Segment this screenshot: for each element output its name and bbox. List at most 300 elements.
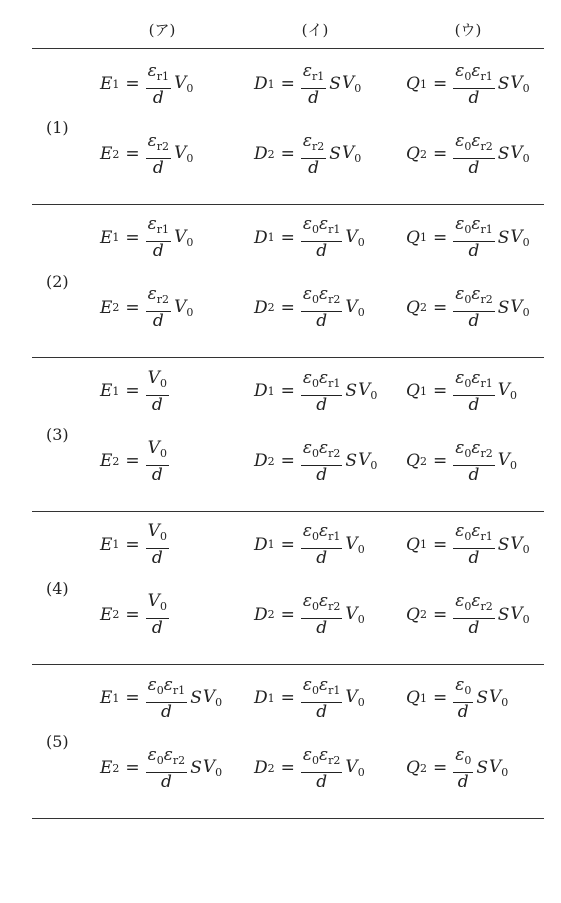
fraction-numerator — [301, 591, 343, 619]
numerator-symbol — [455, 284, 471, 310]
trailing-symbol — [476, 758, 488, 778]
numerator-symbol-subscript: 0 — [312, 376, 320, 390]
trailing-symbol-base: V — [510, 226, 523, 247]
numerator-symbol — [303, 591, 319, 617]
numerator-symbol-subscript: r1 — [480, 223, 493, 236]
fraction-numerator — [301, 214, 343, 242]
fraction — [301, 521, 343, 568]
numerator-symbol — [148, 521, 167, 547]
formula-cell — [254, 216, 365, 260]
formula-lhs-subscript: 2 — [267, 761, 275, 775]
numerator-symbol-subscript: r2 — [328, 753, 341, 767]
formula-lhs-subscript: 1 — [419, 77, 427, 91]
trailing-symbol-subscript: 0 — [186, 305, 194, 319]
equals-sign: = — [125, 758, 140, 778]
formula-cell — [406, 746, 508, 790]
equals-sign: = — [125, 144, 140, 164]
trailing-symbol — [510, 604, 529, 626]
numerator-symbol-base: ε — [455, 674, 465, 695]
fraction-denominator: d — [151, 618, 163, 638]
fraction-numerator — [301, 131, 326, 159]
trailing-symbol — [342, 73, 361, 95]
numerator-symbol-subscript: r2 — [312, 139, 325, 153]
numerator-symbol — [471, 61, 492, 87]
trailing-symbol — [498, 605, 510, 625]
formula-lhs: D — [254, 451, 268, 471]
formula-lhs: Q — [406, 758, 420, 778]
trailing-symbol — [498, 298, 510, 318]
numerator-symbol — [148, 591, 167, 617]
trailing-symbol — [510, 534, 529, 556]
fraction-denominator: d — [468, 464, 480, 485]
numerator-symbol — [148, 131, 169, 157]
fraction-denominator: d — [316, 464, 328, 485]
numerator-symbol-subscript: r1 — [328, 683, 341, 697]
trailing-symbol — [174, 73, 193, 95]
formula-lhs-subscript: 1 — [267, 77, 275, 91]
numerator-symbol-base: ε — [455, 367, 465, 388]
trailing-symbol — [510, 227, 529, 249]
trailing-symbol-subscript: 0 — [522, 305, 530, 319]
fraction — [301, 131, 326, 178]
formula-lhs-subscript: 1 — [419, 384, 427, 398]
numerator-symbol-subscript: 0 — [464, 376, 472, 390]
row-rule — [32, 204, 544, 205]
numerator-symbol-subscript: r2 — [328, 446, 341, 460]
fraction-denominator: d — [316, 701, 328, 722]
fraction — [301, 214, 343, 261]
formula-lhs-subscript: 1 — [112, 77, 120, 91]
fraction-numerator — [146, 675, 188, 703]
fraction — [301, 61, 326, 108]
numerator-symbol-base: ε — [319, 744, 329, 765]
numerator-symbol-subscript: r1 — [172, 683, 186, 697]
numerator-symbol-base: ε — [455, 437, 465, 458]
formula-cell — [254, 439, 377, 483]
trailing-symbol-subscript: 0 — [186, 235, 194, 249]
trailing-symbol-base: S — [345, 381, 358, 401]
fraction-denominator: d — [151, 464, 163, 485]
trailing-symbol-base: V — [358, 450, 371, 470]
trailing-symbol — [345, 451, 357, 471]
numerator-symbol — [303, 214, 319, 240]
formula-lhs-subscript: 1 — [267, 384, 275, 398]
trailing-symbol-subscript: 0 — [522, 542, 530, 556]
fraction-numerator — [453, 61, 495, 89]
trailing-symbol — [498, 535, 510, 555]
fraction-denominator: d — [468, 311, 480, 331]
formula-cell — [406, 62, 530, 106]
column-header-i: (イ) — [301, 21, 329, 39]
trailing-symbol-subscript: 0 — [522, 235, 530, 249]
numerator-symbol — [303, 745, 319, 771]
trailing-symbol-subscript: 0 — [370, 459, 378, 472]
formula-lhs-subscript: 1 — [267, 231, 275, 244]
fraction-numerator — [301, 675, 343, 703]
numerator-symbol-subscript: 0 — [312, 293, 320, 306]
fraction-numerator — [453, 521, 495, 549]
fraction-numerator — [146, 131, 171, 159]
trailing-symbol-base: S — [476, 758, 488, 778]
formula-lhs-subscript: 1 — [267, 538, 275, 551]
numerator-symbol — [319, 675, 340, 701]
numerator-symbol-base: ε — [319, 521, 329, 541]
numerator-symbol-base: ε — [455, 60, 465, 81]
numerator-symbol — [303, 284, 319, 310]
trailing-symbol — [498, 228, 510, 248]
formula-lhs-subscript: 1 — [419, 538, 427, 551]
formula-lhs: D — [254, 227, 268, 248]
numerator-symbol — [148, 214, 169, 240]
formula-cell — [254, 132, 361, 176]
numerator-symbol — [455, 591, 471, 617]
formula-cell — [100, 216, 193, 260]
numerator-symbol-subscript: r1 — [156, 69, 170, 83]
numerator-symbol-subscript: r2 — [156, 293, 170, 306]
equals-sign: = — [432, 534, 448, 555]
trailing-symbol-base: V — [174, 143, 187, 163]
equals-sign: = — [125, 74, 140, 94]
fraction-numerator — [146, 214, 171, 242]
formula-cell — [406, 439, 517, 483]
formula-cell — [406, 132, 530, 176]
formula-lhs: Q — [406, 451, 420, 471]
equals-sign: = — [280, 534, 295, 555]
equals-sign: = — [432, 758, 448, 778]
formula-cell — [100, 62, 193, 106]
equals-sign: = — [432, 74, 448, 94]
trailing-symbol — [345, 534, 364, 556]
numerator-symbol-base: ε — [147, 284, 157, 304]
numerator-symbol-subscript: 0 — [159, 600, 167, 613]
trailing-symbol — [345, 381, 357, 401]
numerator-symbol — [455, 521, 471, 547]
equals-sign: = — [280, 144, 295, 164]
numerator-symbol — [319, 438, 340, 464]
numerator-symbol-base: ε — [471, 284, 481, 304]
trailing-symbol-base: V — [341, 143, 355, 163]
formula-lhs-subscript: 2 — [419, 147, 427, 161]
numerator-symbol — [303, 61, 324, 87]
trailing-symbol-base: V — [202, 687, 216, 707]
formula-lhs: Q — [406, 297, 420, 318]
trailing-symbol-base: V — [174, 226, 187, 247]
numerator-symbol-subscript: 0 — [312, 683, 320, 697]
fraction-numerator — [301, 61, 326, 89]
fraction-denominator: d — [160, 701, 172, 722]
numerator-symbol — [471, 284, 492, 310]
trailing-symbol-subscript: 0 — [509, 389, 517, 402]
numerator-symbol — [148, 368, 167, 394]
trailing-symbol-base: S — [329, 74, 341, 94]
numerator-symbol — [164, 745, 185, 771]
equals-sign: = — [432, 144, 448, 164]
trailing-symbol — [476, 688, 488, 708]
numerator-symbol-base: ε — [302, 130, 313, 151]
formula-cell — [100, 523, 171, 567]
equals-sign: = — [280, 758, 295, 778]
formula-lhs: Q — [406, 688, 420, 708]
numerator-symbol-subscript: 0 — [156, 683, 164, 697]
trailing-symbol-base: V — [345, 533, 358, 554]
numerator-symbol-base: ε — [147, 214, 157, 234]
trailing-symbol-base: V — [345, 687, 358, 707]
numerator-symbol-base: V — [147, 591, 160, 611]
formula-lhs-subscript: 2 — [419, 301, 427, 314]
formula-cell — [406, 676, 508, 720]
fraction-numerator — [453, 591, 495, 619]
formula-cell — [406, 523, 530, 567]
formula-cell — [100, 369, 171, 413]
fraction-denominator: d — [316, 311, 328, 331]
trailing-symbol-base: V — [488, 757, 502, 777]
trailing-symbol-subscript: 0 — [215, 766, 223, 779]
trailing-symbol-subscript: 0 — [522, 152, 530, 165]
trailing-symbol-base: S — [329, 144, 341, 164]
numerator-symbol — [471, 368, 492, 394]
trailing-symbol-base: S — [497, 534, 510, 555]
formula-lhs: D — [254, 758, 268, 778]
fraction — [146, 284, 171, 331]
formula-lhs-subscript: 2 — [112, 454, 120, 468]
numerator-symbol-base: ε — [471, 591, 481, 611]
numerator-symbol-base: ε — [471, 60, 481, 81]
trailing-symbol-subscript: 0 — [354, 152, 362, 165]
formula-cell — [406, 593, 530, 637]
equals-sign: = — [432, 381, 448, 401]
formula-lhs-subscript: 2 — [112, 761, 120, 775]
trailing-symbol — [190, 688, 202, 708]
formula-lhs: E — [100, 604, 113, 625]
equals-sign: = — [432, 451, 448, 471]
numerator-symbol-subscript: r2 — [328, 600, 341, 613]
numerator-symbol-subscript: r2 — [480, 293, 493, 306]
trailing-symbol-subscript: 0 — [522, 612, 530, 626]
numerator-symbol — [303, 131, 324, 157]
row-rule — [32, 664, 544, 665]
numerator-symbol-base: ε — [319, 367, 329, 388]
fraction-denominator: d — [316, 618, 328, 638]
equals-sign: = — [125, 381, 140, 401]
numerator-symbol-base: ε — [302, 214, 313, 234]
trailing-symbol-base: S — [190, 688, 202, 708]
formula-lhs: Q — [406, 604, 420, 625]
equals-sign: = — [432, 297, 448, 318]
trailing-symbol — [358, 380, 377, 402]
trailing-symbol-subscript: 0 — [501, 766, 509, 779]
numerator-symbol-base: ε — [163, 744, 173, 765]
numerator-symbol-subscript: 0 — [312, 600, 320, 613]
fraction — [453, 61, 495, 108]
formula-lhs: Q — [406, 227, 420, 248]
numerator-symbol-base: ε — [302, 521, 313, 541]
numerator-symbol-base: ε — [319, 214, 329, 234]
numerator-symbol-subscript: 0 — [464, 753, 472, 767]
numerator-symbol — [471, 521, 492, 547]
trailing-symbol — [174, 227, 193, 249]
numerator-symbol-base: ε — [302, 437, 313, 458]
formula-lhs: E — [100, 297, 113, 318]
trailing-symbol — [342, 143, 361, 165]
trailing-symbol-subscript: 0 — [357, 696, 365, 709]
equals-sign: = — [280, 688, 295, 708]
fraction-numerator — [453, 675, 473, 703]
numerator-symbol — [455, 61, 471, 87]
numerator-symbol-base: ε — [147, 60, 157, 81]
numerator-symbol — [148, 61, 169, 87]
equals-sign: = — [125, 604, 140, 625]
trailing-symbol-base: S — [497, 604, 510, 625]
fraction — [301, 284, 343, 331]
numerator-symbol-base: ε — [455, 744, 465, 765]
formula-cell — [100, 286, 193, 330]
numerator-symbol — [319, 368, 340, 394]
choice-label: (1) — [46, 118, 69, 137]
formula-lhs: E — [100, 227, 113, 248]
numerator-symbol — [319, 591, 340, 617]
trailing-symbol-base: S — [497, 297, 510, 318]
trailing-symbol-base: S — [497, 74, 510, 94]
numerator-symbol — [319, 521, 340, 547]
numerator-symbol — [303, 521, 319, 547]
formula-lhs-subscript: 2 — [112, 608, 120, 621]
equals-sign: = — [432, 688, 448, 708]
fraction-denominator: d — [457, 701, 469, 722]
numerator-symbol — [303, 438, 319, 464]
trailing-symbol-subscript: 0 — [215, 696, 223, 709]
formula-lhs-subscript: 2 — [267, 608, 275, 621]
formula-lhs-subscript: 2 — [419, 454, 427, 468]
numerator-symbol-subscript: 0 — [159, 530, 167, 543]
trailing-symbol — [345, 687, 364, 709]
fraction-denominator: d — [316, 394, 328, 415]
formula-cell — [406, 286, 530, 330]
trailing-symbol — [345, 757, 364, 779]
numerator-symbol-base: ε — [455, 521, 465, 541]
fraction — [301, 368, 343, 415]
numerator-symbol — [148, 745, 164, 771]
formula-lhs-subscript: 2 — [267, 454, 275, 468]
numerator-symbol-subscript: 0 — [464, 683, 472, 697]
trailing-symbol-subscript: 0 — [186, 82, 194, 95]
numerator-symbol — [455, 214, 471, 240]
formula-lhs: E — [100, 758, 113, 778]
fraction-numerator — [301, 368, 343, 396]
trailing-symbol — [489, 757, 508, 779]
fraction-denominator: d — [316, 548, 328, 568]
numerator-symbol-base: ε — [471, 130, 481, 151]
fraction-numerator — [453, 131, 495, 159]
formula-lhs-subscript: 2 — [419, 608, 427, 621]
formula-lhs-subscript: 2 — [267, 301, 275, 314]
formula-lhs: D — [254, 297, 268, 318]
trailing-symbol-base: V — [174, 73, 187, 93]
numerator-symbol — [471, 438, 492, 464]
numerator-symbol — [471, 131, 492, 157]
fraction-denominator: d — [152, 87, 164, 108]
trailing-symbol — [510, 73, 529, 95]
equals-sign: = — [125, 688, 140, 708]
numerator-symbol — [471, 214, 492, 240]
trailing-symbol-base: V — [358, 380, 371, 400]
numerator-symbol-subscript: r2 — [156, 139, 170, 153]
numerator-symbol-base: ε — [319, 674, 329, 695]
equals-sign: = — [280, 297, 295, 318]
fraction-numerator — [453, 438, 495, 466]
formula-lhs: Q — [406, 144, 420, 164]
numerator-symbol-base: ε — [319, 284, 329, 304]
trailing-symbol-base: V — [174, 296, 187, 317]
numerator-symbol-subscript: 0 — [159, 376, 167, 390]
trailing-symbol-subscript: 0 — [357, 612, 365, 626]
trailing-symbol-base: V — [345, 226, 358, 247]
numerator-symbol-subscript: 0 — [464, 139, 472, 153]
numerator-symbol-subscript: r1 — [328, 530, 341, 543]
fraction — [301, 591, 343, 638]
column-header-u: (ウ) — [454, 21, 482, 39]
fraction-numerator — [453, 284, 495, 312]
numerator-symbol-subscript: 0 — [464, 446, 472, 460]
trailing-symbol-subscript: 0 — [522, 82, 530, 95]
trailing-symbol-base: V — [510, 603, 523, 624]
equals-sign: = — [432, 227, 448, 248]
formula-cell — [100, 132, 193, 176]
numerator-symbol-base: ε — [471, 367, 481, 388]
trailing-symbol — [174, 143, 193, 165]
trailing-symbol — [498, 74, 510, 94]
numerator-symbol-base: ε — [163, 674, 173, 695]
fraction-denominator: d — [457, 771, 469, 792]
formula-cell — [100, 676, 222, 720]
numerator-symbol-base: V — [147, 521, 160, 541]
trailing-symbol — [498, 144, 510, 164]
formula-lhs-subscript: 2 — [267, 147, 275, 161]
trailing-symbol-subscript: 0 — [186, 152, 194, 165]
fraction-numerator — [146, 521, 169, 549]
formula-lhs-subscript: 1 — [112, 691, 120, 705]
numerator-symbol-subscript: r2 — [172, 753, 186, 767]
fraction — [146, 521, 169, 568]
formula-cell — [100, 593, 171, 637]
fraction-numerator — [146, 61, 171, 89]
numerator-symbol-base: ε — [455, 591, 465, 611]
fraction — [453, 214, 495, 261]
trailing-symbol — [510, 297, 529, 319]
fraction-numerator — [453, 368, 495, 396]
fraction-numerator — [146, 368, 169, 396]
numerator-symbol-base: ε — [147, 674, 157, 695]
numerator-symbol-subscript: r1 — [480, 530, 493, 543]
fraction — [146, 675, 188, 722]
numerator-symbol-base: ε — [471, 437, 481, 458]
fraction — [301, 438, 343, 485]
fraction — [453, 131, 495, 178]
formula-cell — [100, 746, 222, 790]
numerator-symbol — [303, 675, 319, 701]
trailing-symbol-base: V — [497, 450, 510, 470]
row-rule — [32, 357, 544, 358]
numerator-symbol-base: ε — [455, 130, 465, 151]
trailing-symbol-base: V — [345, 603, 358, 624]
row-rule — [32, 818, 544, 819]
trailing-symbol — [329, 144, 341, 164]
numerator-symbol-subscript: 0 — [464, 223, 472, 236]
equals-sign: = — [280, 604, 295, 625]
fraction-denominator: d — [152, 241, 164, 261]
formula-lhs-subscript: 1 — [419, 231, 427, 244]
trailing-symbol-subscript: 0 — [370, 389, 378, 402]
numerator-symbol — [455, 438, 471, 464]
